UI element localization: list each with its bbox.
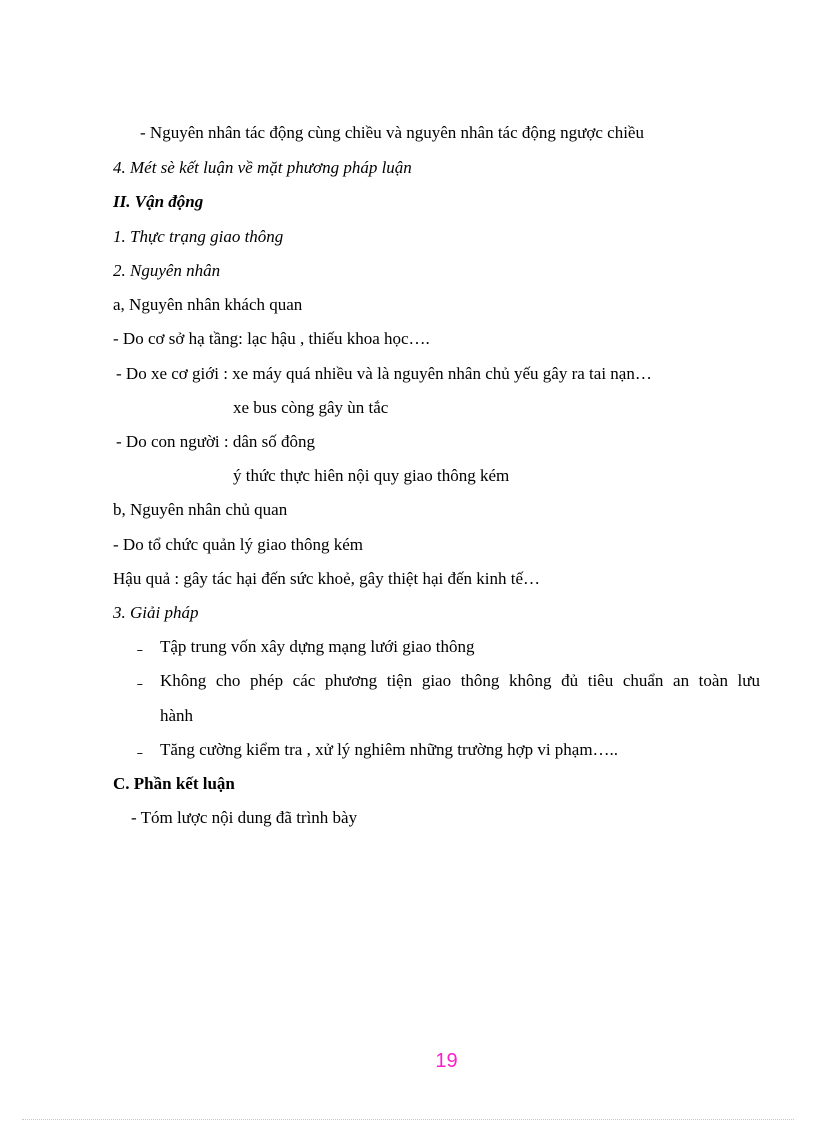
text-line: - Tóm lược nội dung đã trình bày xyxy=(131,808,358,827)
section-heading: C. Phần kết luận xyxy=(113,774,235,793)
text-line: - Do tổ chức quản lý giao thông kém xyxy=(113,535,363,554)
text-line: a, Nguyên nhân khách quan xyxy=(113,295,303,314)
text-line: - Do xe cơ giới : xe máy quá nhiều và là nguyên nhân chủ yếu gây ra tai nạn… xyxy=(116,364,652,383)
bullet-marker: ˗ xyxy=(137,639,143,658)
page-bottom-divider xyxy=(22,1119,794,1120)
subheading: 4. Mét sè kết luận về mặt phương pháp luận xyxy=(113,158,412,177)
bullet-marker: ˗ xyxy=(137,673,143,692)
bullet-item-continuation: hành xyxy=(160,706,194,725)
text-line: ý thức thực hiên nội quy giao thông kém xyxy=(233,466,510,485)
bullet-item: Tăng cường kiểm tra , xử lý nghiêm những trường hợp vi phạm….. xyxy=(160,740,619,759)
text-line: Hậu quả : gây tác hại đến sức khoẻ, gây thiệt hại đến kinh tế… xyxy=(113,569,541,588)
subheading: 2. Nguyên nhân xyxy=(113,261,221,280)
page-number: 19 xyxy=(435,1050,458,1072)
text-line: - Do cơ sở hạ tầng: lạc hậu , thiếu khoa học…. xyxy=(113,329,430,348)
text-line: - Do con người : dân số đông xyxy=(116,432,316,451)
bullet-marker: ˗ xyxy=(137,742,143,761)
text-line: xe bus còng gây ùn tắc xyxy=(233,398,389,417)
subheading: 1. Thực trạng giao thông xyxy=(113,227,284,246)
text-line: b, Nguyên nhân chủ quan xyxy=(113,500,288,519)
bullet-item: Không cho phép các phương tiện giao thông không đủ tiêu chuẩn an toàn lưu xyxy=(160,671,760,690)
section-heading: II. Vận động xyxy=(113,192,204,211)
bullet-item: Tập trung vốn xây dựng mạng lưới giao thông xyxy=(160,637,475,656)
subheading: 3. Giải pháp xyxy=(113,603,199,622)
text-line: - Nguyên nhân tác động cùng chiều và nguyên nhân tác động ngược chiều xyxy=(140,123,644,142)
